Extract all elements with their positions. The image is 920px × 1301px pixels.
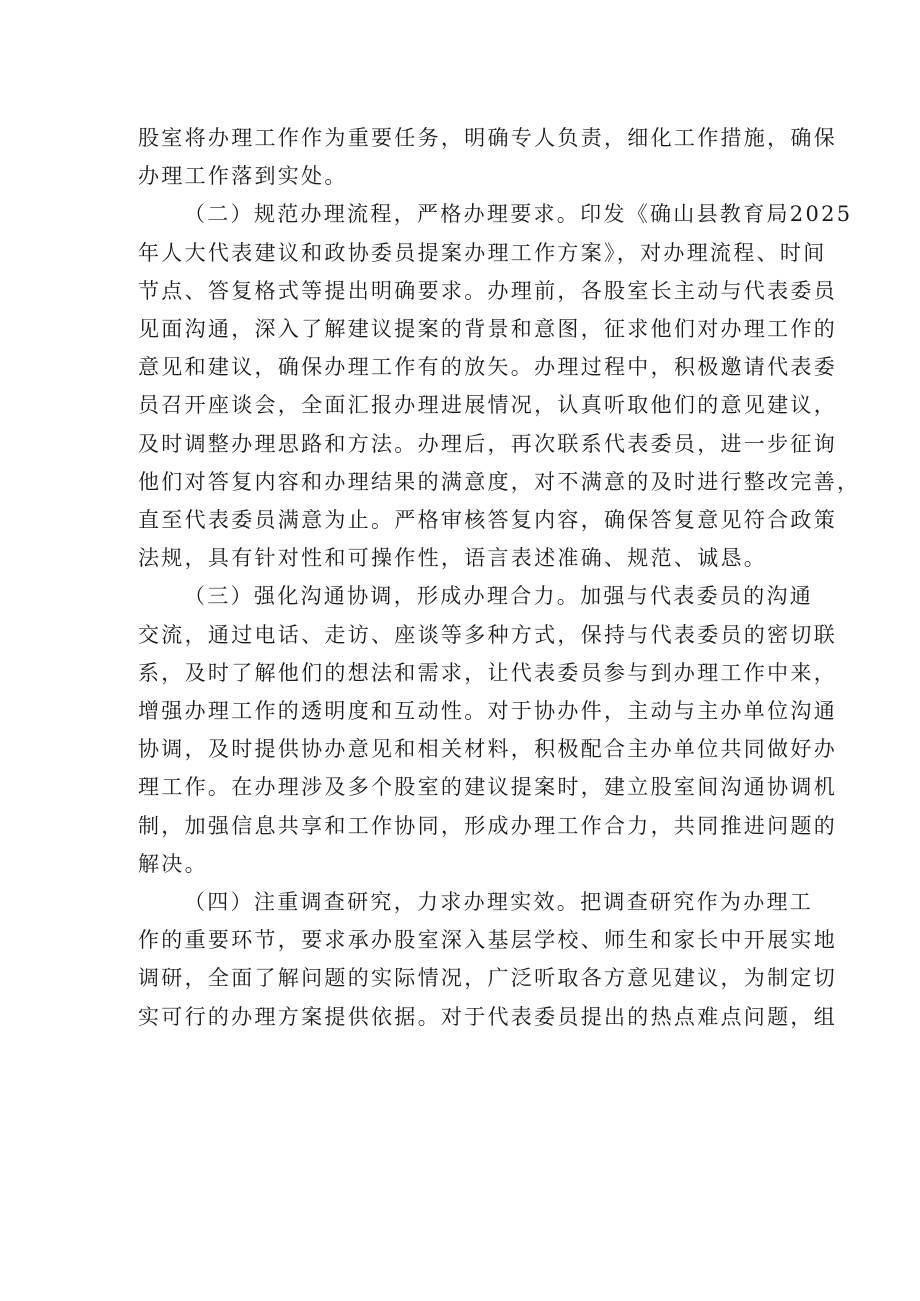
text-line: 直至代表委员满意为止。严格审核答复内容，确保答复意见符合政策 — [138, 508, 837, 533]
text-line: 他们对答复内容和办理结果的满意度，对不满意的及时进行整改完善， — [138, 469, 861, 494]
text-line: （四）注重调查研究，力求办理实效。把调查研究作为办理工 — [184, 890, 814, 915]
text-line: 年人大代表建议和政协委员提案办理工作方案》，对办理流程、时间 — [138, 240, 827, 265]
paragraph-2 — [138, 195, 861, 577]
text-line: 交流，通过电话、走访、座谈等多种方式，保持与代表委员的密切联 — [138, 622, 837, 647]
text-line: 办理工作落到实处。 — [138, 164, 348, 189]
text-line: （三）强化沟通协调，形成办理合力。加强与代表委员的沟通 — [184, 584, 814, 609]
text-line: 法规，具有针对性和可操作性，语言表述准确、规范、诚恳。 — [138, 546, 768, 571]
text-line: 系，及时了解他们的想法和需求，让代表委员参与到办理工作中来， — [138, 660, 837, 685]
text-line: 协调，及时提供协办意见和相关材料，积极配合主办单位共同做好办 — [138, 737, 837, 762]
paragraph-4 — [138, 883, 837, 1036]
text-line: 及时调整办理思路和方法。办理后，再次联系代表委员，进一步征询 — [138, 431, 837, 456]
text-line: 节点、答复格式等提出明确要求。办理前，各股室长主动与代表委员 — [138, 278, 837, 303]
paragraph-3 — [138, 577, 837, 883]
text-line: 增强办理工作的透明度和互动性。对于协办件，主动与主办单位沟通 — [138, 699, 837, 724]
text-line: 解决。 — [138, 851, 208, 876]
text-line: 股室将办理工作作为重要任务，明确专人负责，细化工作措施，确保 — [138, 126, 837, 150]
text-line: 作的重要环节，要求承办股室深入基层学校、师生和家长中开展实地 — [138, 928, 837, 953]
text-line: 制，加强信息共享和工作协同，形成办理工作合力，共同推进问题的 — [138, 813, 837, 838]
document-body — [138, 119, 861, 1036]
text-line: 见面沟通，深入了解建议提案的背景和意图，征求他们对办理工作的 — [138, 317, 837, 342]
text-line: 员召开座谈会，全面汇报办理进展情况，认真听取他们的意见建议， — [138, 393, 837, 418]
text-line: 调研，全面了解问题的实际情况，广泛听取各方意见建议，为制定切 — [138, 966, 837, 991]
text-line: 理工作。在办理涉及多个股室的建议提案时，建立股室间沟通协调机 — [138, 775, 837, 800]
text-line: （二）规范办理流程，严格办理要求。印发《确山县教育局2025 — [184, 202, 853, 227]
text-line: 意见和建议，确保办理工作有的放矢。办理过程中，积极邀请代表委 — [138, 355, 837, 380]
text-line: 实可行的办理方案提供依据。对于代表委员提出的热点难点问题，组 — [138, 1004, 837, 1029]
paragraph-1 — [138, 119, 837, 195]
